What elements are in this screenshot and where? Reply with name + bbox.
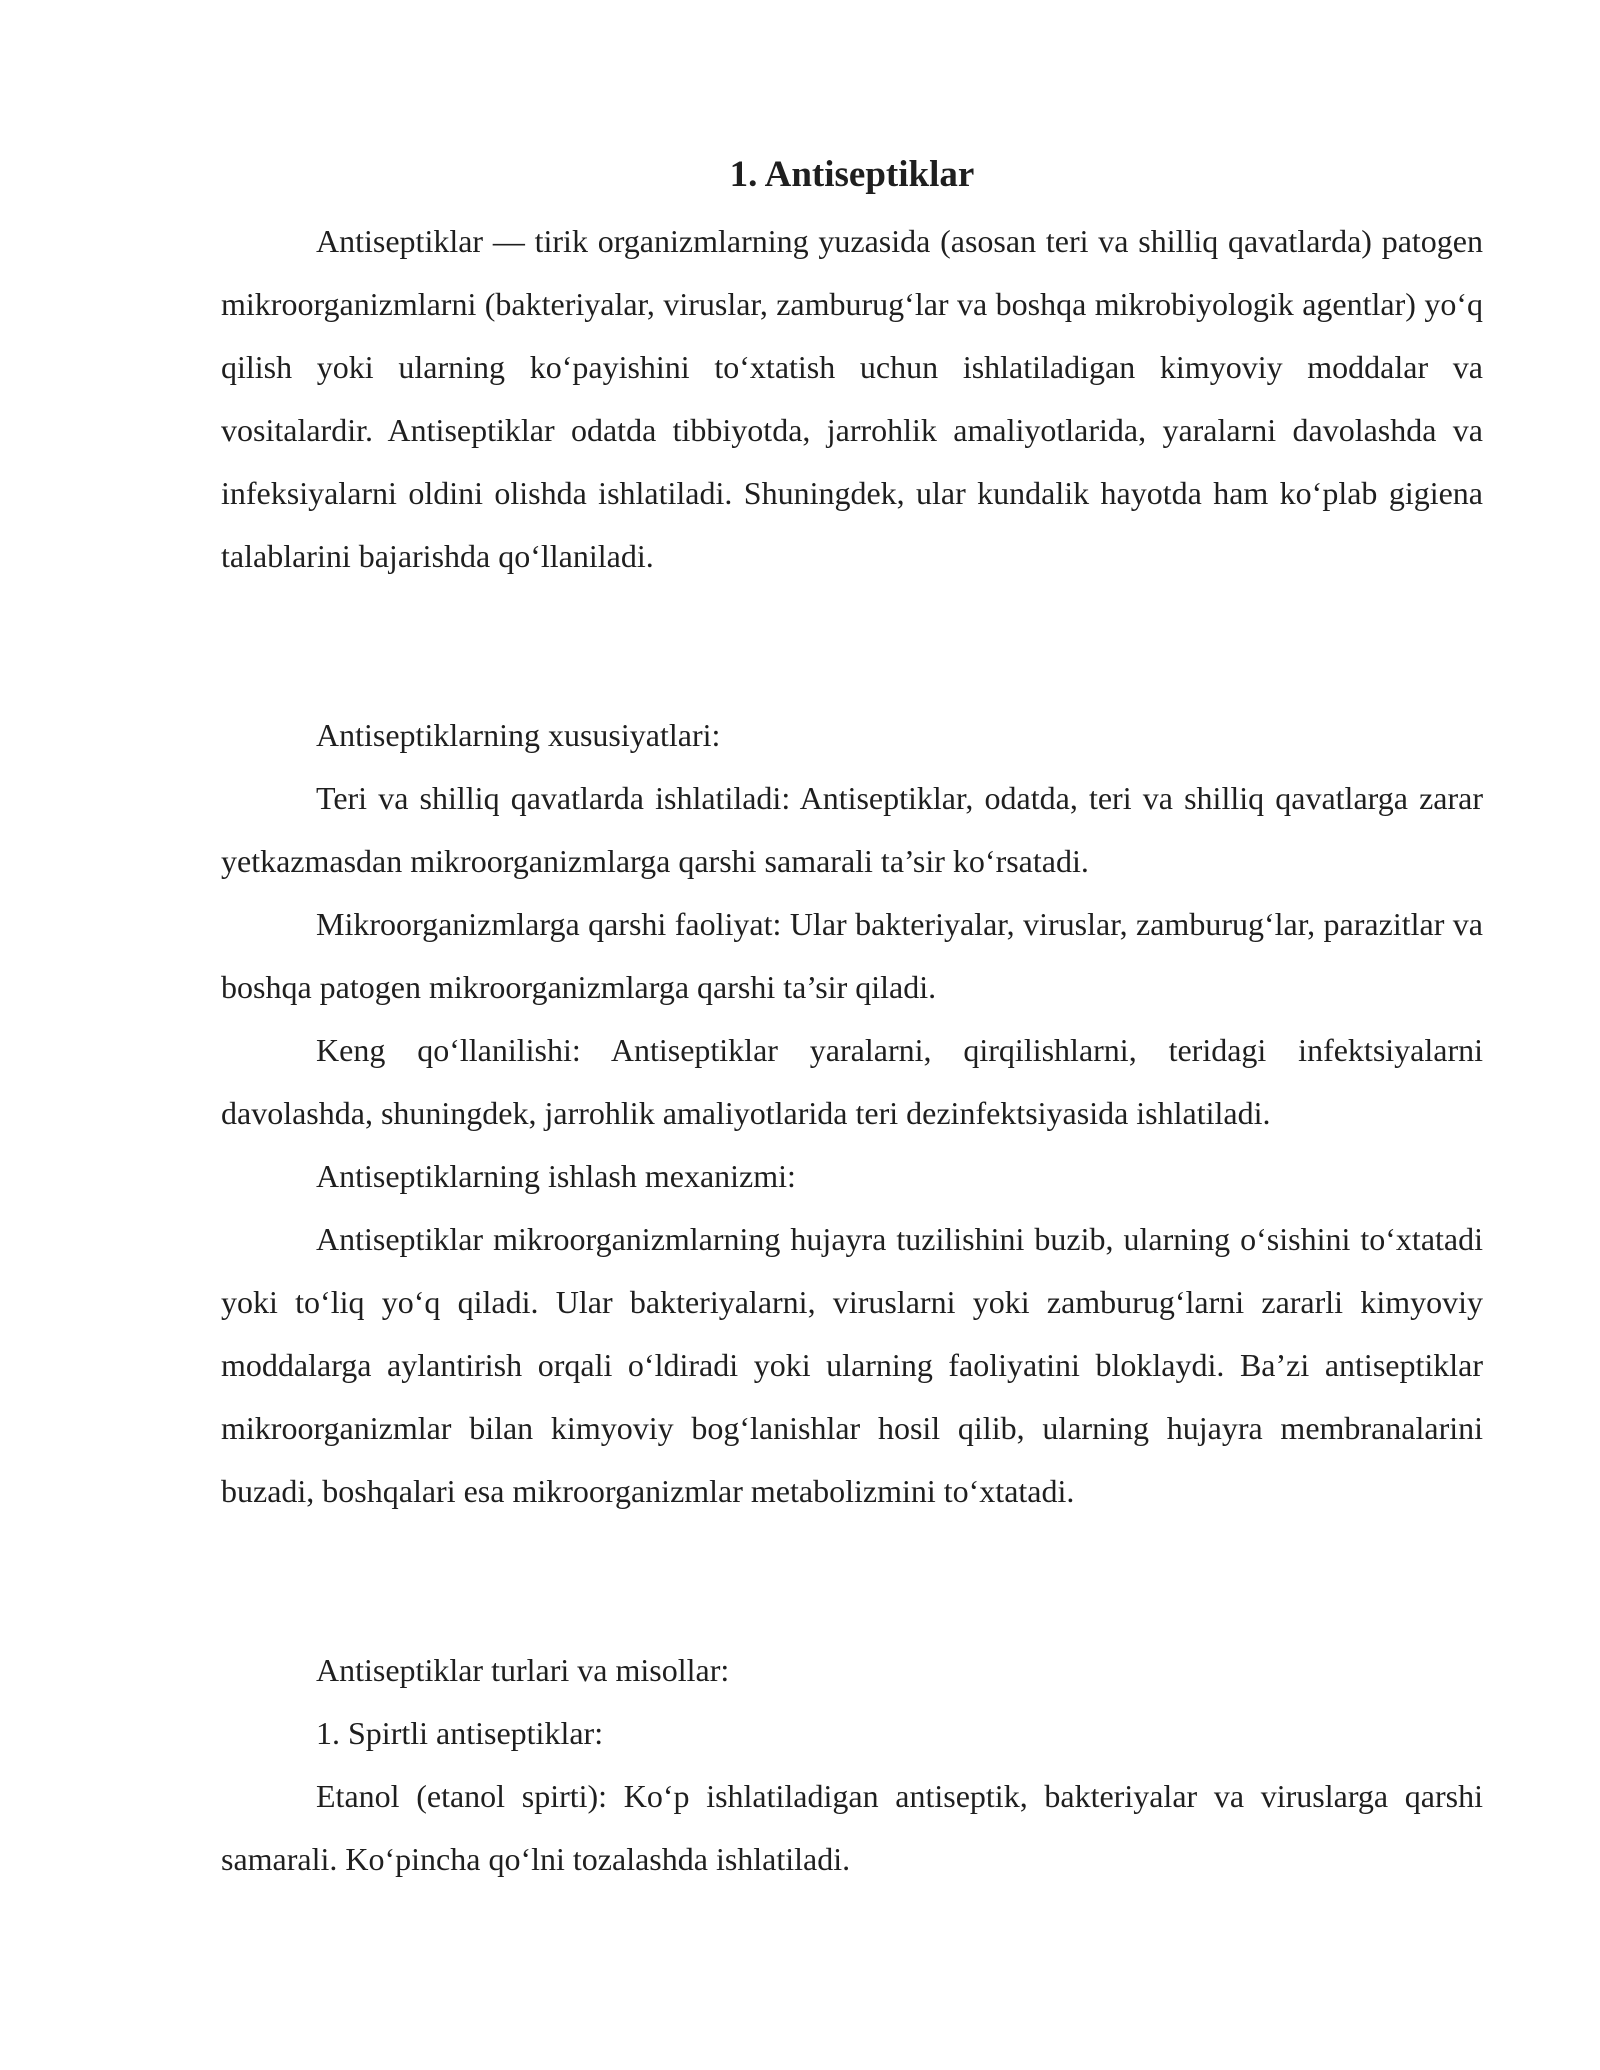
property-paragraph-2: Mikroorganizmlarga qarshi faoliyat: Ular bakteriyalar, viruslar, zamburug‘lar, parazitlar va boshqa patogen mikroorganizmlarga qarshi ta’sir qiladi. — [221, 906, 1483, 1005]
property-paragraph-3: Keng qo‘llanilishi: Antiseptiklar yaralarni, qirqilishlarni, teridagi infektsiyalarni davolashda, shuningdek, jarrohlik amaliyotlarida teri dezinfektsiyasida ishlatiladi. — [221, 1032, 1483, 1131]
mechanism-heading: Antiseptiklarning ishlash mexanizmi: — [316, 1158, 796, 1194]
types-heading: Antiseptiklar turlari va misollar: — [316, 1652, 730, 1688]
intro-paragraph: Antiseptiklar — tirik organizmlarning yuzasida (asosan teri va shilliq qavatlarda) patogen mikroorganizmlarni (bakteriyalar, viruslar, zamburug‘lar va boshqa mikrobiyologik agentlar) yo‘q qilish yoki ularning ko‘payishini to‘xtatish uchun ishlatiladigan kimyoviy moddalar va vositalardir. Antiseptiklar odatda tibbiyotda, jarrohlik amaliyotlarida, yaralarni davolashda va infeksiyalarni oldini olishda ishlatiladi. Shuningdek, ular kundalik hayotda ham ko‘plab gigiena talablarini bajarishda qo‘llaniladi. — [221, 223, 1483, 574]
property-paragraph-1: Teri va shilliq qavatlarda ishlatiladi: Antiseptiklar, odatda, teri va shilliq qavatlarga zarar yetkazmasdan mikroorganizmlarga qarshi samarali ta’sir ko‘rsatadi. — [221, 780, 1483, 879]
page-title: 1. Antiseptiklar — [729, 154, 975, 195]
type-1-heading: 1. Spirtli antiseptiklar: — [316, 1715, 604, 1751]
mechanism-paragraph: Antiseptiklar mikroorganizmlarning hujayra tuzilishini buzib, ularning o‘sishini to‘xtatadi yoki to‘liq yo‘q qiladi. Ular bakteriyalarni, viruslarni yoki zamburug‘larni zararli kimyoviy moddalarga aylantirish orqali o‘ldiradi yoki ularning faoliyatini bloklaydi. Ba’zi antiseptiklar mikroorganizmlar bilan kimyoviy bog‘lanishlar hosil qilib, ularning hujayra membranalarini buzadi, boshqalari esa mikroorganizmlar metabolizmini to‘xtatadi. — [221, 1221, 1483, 1509]
type-1-example-paragraph: Etanol (etanol spirti): Ko‘p ishlatiladigan antiseptik, bakteriyalar va viruslarga qarshi samarali. Ko‘pincha qo‘lni tozalashda ishlatiladi. — [221, 1778, 1483, 1877]
properties-heading: Antiseptiklarning xususiyatlari: — [316, 717, 721, 753]
